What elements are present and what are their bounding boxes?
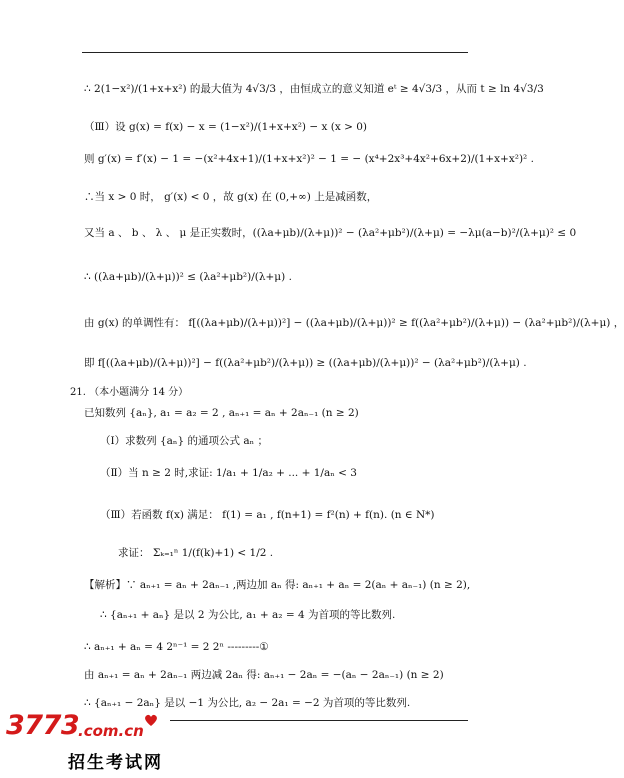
text-line-14: 求证： Σₖ₌₁ⁿ 1/(f(k)+1) < 1/2 . [118, 547, 274, 559]
site-logo [6, 710, 176, 776]
text-line-8: 即 f[((λa+μb)/(λ+μ))²] − f((λa²+μb²)/(λ+μ)) ≥ ((λa+μb)/(λ+μ))² − (λa²+μb²)/(λ+μ) . [84, 357, 527, 369]
text-line-7: 由 g(x) 的单调性有： f[((λa+μb)/(λ+μ))²] − ((λa+μb)/(λ+μ))² ≥ f((λa²+μb²)/(λ+μ)) − (λa²+μb²)/(λ+μ) ， [84, 317, 624, 329]
bottom-rule [170, 720, 468, 721]
text-line-10: 已知数列 {aₙ}, a₁ = a₂ = 2 , aₙ₊₁ = aₙ + 2aₙ₋₁ (n ≥ 2) [84, 407, 359, 419]
text-line-4: ∴当 x > 0 时， g′(x) < 0 ，故 g(x) 在 (0,+∞) 上是减函数， [84, 191, 378, 203]
logo-domain: .com.cn [78, 722, 144, 740]
heart-icon [144, 714, 158, 727]
text-line-19: ∴ {aₙ₊₁ − 2aₙ} 是以 −1 为公比, a₂ − 2a₁ = −2 为首项的等比数列. [84, 697, 411, 709]
text-line-17: ∴ aₙ₊₁ + aₙ = 4 2ⁿ⁻¹ = 2 2ⁿ ---------① [84, 641, 269, 653]
text-line-15: 【解析】∵ aₙ₊₁ = aₙ + 2aₙ₋₁ ,两边加 aₙ 得: aₙ₊₁ + aₙ = 2(aₙ + aₙ₋₁) (n ≥ 2), [84, 579, 471, 591]
text-line-13: （Ⅲ）若函数 f(x) 满足： f(1) = a₁ , f(n+1) = f²(n) + f(n). (n ∈ N*) [100, 509, 435, 521]
text-line-12: （Ⅱ）当 n ≥ 2 时,求证: 1/a₁ + 1/a₂ + ... + 1/aₙ < 3 [100, 467, 357, 479]
question-heading: 21. （本小题满分 14 分） [70, 387, 189, 398]
text-line-6: ∴ ((λa+μb)/(λ+μ))² ≤ (λa²+μb²)/(λ+μ) . [84, 271, 292, 283]
text-line-18: 由 aₙ₊₁ = aₙ + 2aₙ₋₁ 两边减 2aₙ 得: aₙ₊₁ − 2aₙ = −(aₙ − 2aₙ₋₁) (n ≥ 2) [84, 669, 444, 681]
logo-name: 招生考试网 [68, 753, 163, 773]
logo-number: 3773 [6, 710, 80, 741]
text-line-16: ∴ {aₙ₊₁ + aₙ} 是以 2 为公比, a₁ + a₂ = 4 为首项的等比数列. [100, 609, 396, 621]
text-line-1: ∴ 2(1−x²)/(1+x+x²) 的最大值为 4√3/3 ，由恒成立的意义知道 eᵗ ≥ 4√3/3 ，从而 t ≥ ln 4√3/3 [84, 83, 544, 95]
text-line-11: （Ⅰ）求数列 {aₙ} 的通项公式 aₙ ； [100, 435, 268, 447]
text-line-2: （Ⅲ）设 g(x) = f(x) − x = (1−x²)/(1+x+x²) − x (x > 0) [84, 121, 368, 133]
text-line-3: 则 g′(x) = f′(x) − 1 = −(x²+4x+1)/(1+x+x²)² − 1 = − (x⁴+2x³+4x²+6x+2)/(1+x+x²)² . [84, 153, 534, 165]
top-rule [82, 52, 468, 53]
text-line-5: 又当 a 、 b 、 λ 、 μ 是正实数时，((λa+μb)/(λ+μ))² − (λa²+μb²)/(λ+μ) = −λμ(a−b)²/(λ+μ)² ≤ 0 [84, 227, 577, 239]
